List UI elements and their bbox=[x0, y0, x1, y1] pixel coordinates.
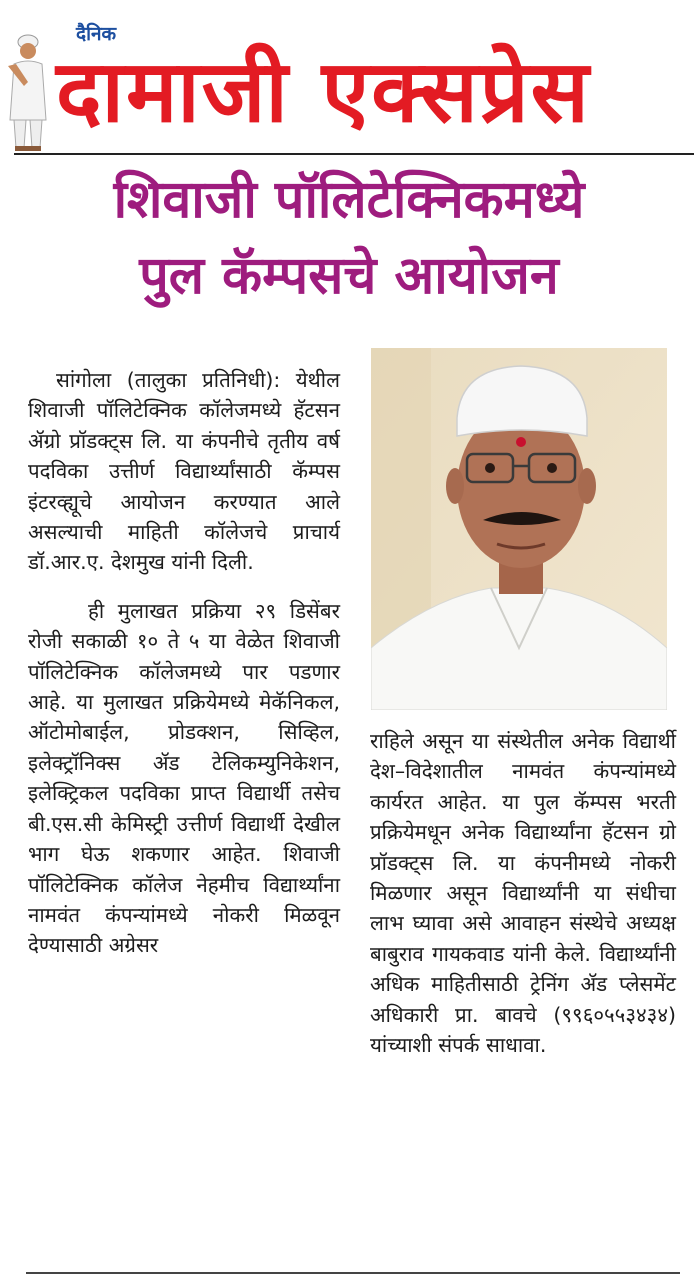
article-column-left bbox=[28, 365, 340, 961]
masthead-divider bbox=[14, 153, 694, 155]
headline-line-2: पुल कॅम्पसचे आयोजन bbox=[139, 246, 559, 306]
bottom-divider bbox=[26, 1272, 680, 1274]
masthead-title: दामाजी एक्सप्रेस bbox=[56, 42, 591, 142]
article-paragraph-2-continued: राहिले असून या संस्थेतील अनेक विद्यार्थी देश–विदेशातील नामवंत कंपन्यांमध्ये कार्यरत आहेत. या पुल कॅम्पस भरती प्रक्रियेमधून अनेक विद्यार्थ्यांना हॅटसन ग्रो प्रॉडक्ट्स लि. या कंपनीमध्ये नोकरी मिळणार असून विद्यार्थ्यांनी या संधीचा लाभ घ्यावा असे आवाहन संस्थेचे अध्यक्ष बाबुराव गायकवाड यांनी केले. विद्यार्थ्यांनी अधिक माहितीसाठी ट्रेनिंग ॲड प्लेसमेंट अधिकारी प्रा. बावचे (९९६०५५३४३४) यांच्याशी संपर्क साधावा. bbox=[370, 729, 676, 1058]
article-paragraph-1: सांगोला (तालुका प्रतिनिधी): येथील शिवाजी पॉलिटेक्निक कॉलेजमध्ये हॅटसन ॲग्रो प्रॉडक्ट्स लि. या कंपनीचे तृतीय वर्ष पदविका उत्तीर्ण विद्यार्थ्यांसाठी कॅम्पस इंटरव्ह्यूचे आयोजन करण्यात आले असल्याची माहिती कॉलेजचे प्राचार्य डॉ.आर.ए. देशमुख यांनी दिली. bbox=[28, 368, 340, 575]
headline-line-1: शिवाजी पॉलिटेक्निकमध्ये bbox=[113, 170, 585, 230]
masthead bbox=[0, 0, 698, 158]
article-photo bbox=[371, 348, 667, 710]
article-headline bbox=[0, 162, 698, 314]
founder-figure-logo bbox=[2, 20, 54, 152]
article-paragraph-2: ही मुलाखत प्रक्रिया २९ डिसेंबर रोजी सकाळी १० ते ५ या वेळेत शिवाजी पॉलिटेक्निक कॉलेजमध्ये पार पडणार आहे. या मुलाखत प्रक्रियेमध्ये मेकॅनिकल, ऑटोमोबाईल, प्रोडक्शन, सिव्हिल, इलेक्ट्रॉनिक्स ॲड टेलिकम्युनिकेशन, इलेक्ट्रिकल पदविका प्राप्त विद्यार्थी तसेच बी.एस.सी केमिस्ट्री उत्तीर्ण विद्यार्थी देखील भाग घेऊ शकणार आहेत. शिवाजी पॉलिटेक्निक कॉलेज नेहमीच विद्यार्थ्यांना नामवंत कंपन्यांमध्ये नोकरी मिळवून देण्यासाठी अग्रेसर bbox=[28, 598, 340, 958]
article-column-right bbox=[370, 726, 676, 1060]
masthead-daily-label: दैनिक bbox=[76, 23, 117, 45]
